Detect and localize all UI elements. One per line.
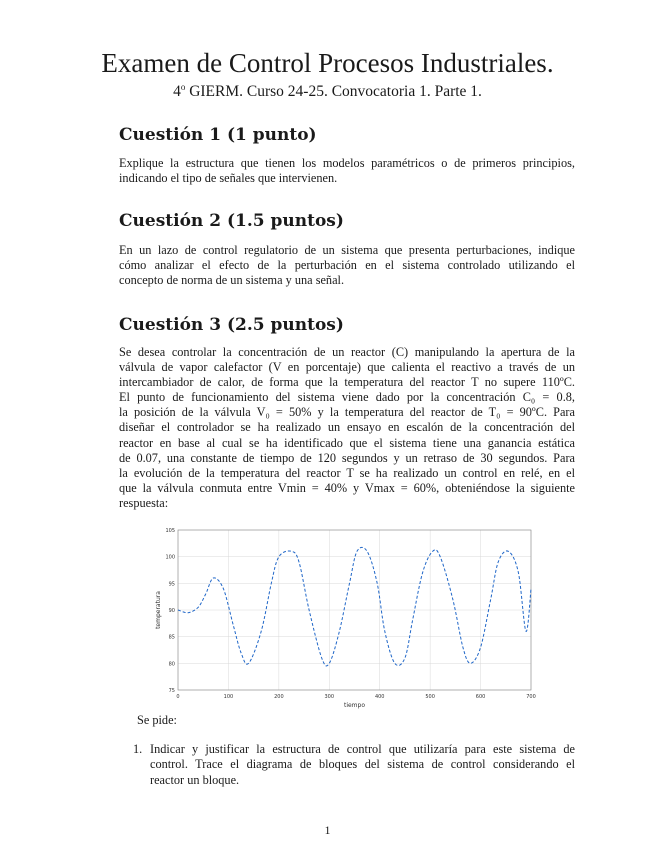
x-tick-label: 0 (176, 694, 180, 700)
question-2-text: En un lazo de control regulatorio de un sistema que presenta perturbaciones, indique cómo analizar el efecto de la perturbación en el sistema controlado utilizando el concepto de norma de un sistema y una señal. (119, 243, 575, 288)
list-item-text: Indicar y justificar la estructura de control que utilizaría para este sistema de control. Trace el diagrama de bloques del sistema de control considerando el reactor un bloque. (150, 742, 575, 787)
temperature-series-line (178, 547, 531, 666)
x-tick-label: 400 (374, 694, 385, 700)
y-tick-label: 90 (168, 608, 175, 614)
x-tick-label: 700 (526, 694, 536, 700)
page-number: 1 (324, 823, 331, 837)
question-2-heading: Cuestión 2 (1.5 puntos) (119, 211, 344, 231)
exam-title: Examen de Control Procesos Industriales. (101, 48, 554, 78)
relay-response-chart (150, 522, 550, 712)
y-tick-label: 80 (168, 661, 175, 668)
x-axis-label: tiempo (343, 702, 366, 709)
x-tick-label: 200 (274, 694, 284, 700)
question-1-heading: Cuestión 1 (1 punto) (119, 125, 317, 145)
question-3-text: Se desea controlar la concentración de un reactor (C) manipulando la apertura de la válvula de vapor calefactor (V en porcentaje) que calienta el reactivo a través de un intercambiador de calor, de forma que la temperatura del reactor T no supere 110ºC. El punto de funcionamiento del sistema viene dado por la concentración C₀ = 0.8, la posición de la válvula V₀ = 50% y la temperatura del reactor de T₀ = 90ºC. Para diseñar el controlador se ha realizado un ensayo en escalón de la concentración del reactor en base al cual se ha identificado que el sistema tiene una ganancia estática de 0.07, una constante de tiempo de 120 segundos y un retraso de 30 segundos. Para la evolución de la temperatura del reactor T se ha realizado un control en relé, en el que la válvula conmuta entre Vmin = 40% y Vmax = 60%, obteniéndose la siguiente respuesta: (119, 345, 575, 510)
exam-subtitle: 4$^o$ GIERM. Curso 24-25. Convocatoria 1. Parte 1. (173, 82, 482, 101)
y-tick-label: 95 (168, 581, 175, 588)
y-tick-label: 85 (168, 634, 175, 641)
list-item-number: 1. (133, 742, 143, 756)
y-axis-label: temperatura (155, 591, 162, 629)
y-tick-label: 100 (165, 554, 175, 561)
x-tick-label: 300 (324, 694, 335, 700)
se-pide-label: Se pide: (137, 713, 177, 727)
x-tick-label: 600 (475, 694, 486, 700)
y-tick-label: 75 (168, 688, 175, 694)
x-tick-label: 500 (425, 694, 435, 700)
question-1-text: Explique la estructura que tienen los modelos paramétricos o de primeros principios, indicando el tipo de señales que intervienen. (119, 156, 575, 186)
y-tick-label: 105 (165, 528, 175, 534)
question-3-heading: Cuestión 3 (2.5 puntos) (119, 315, 344, 335)
x-tick-label: 100 (223, 694, 234, 700)
